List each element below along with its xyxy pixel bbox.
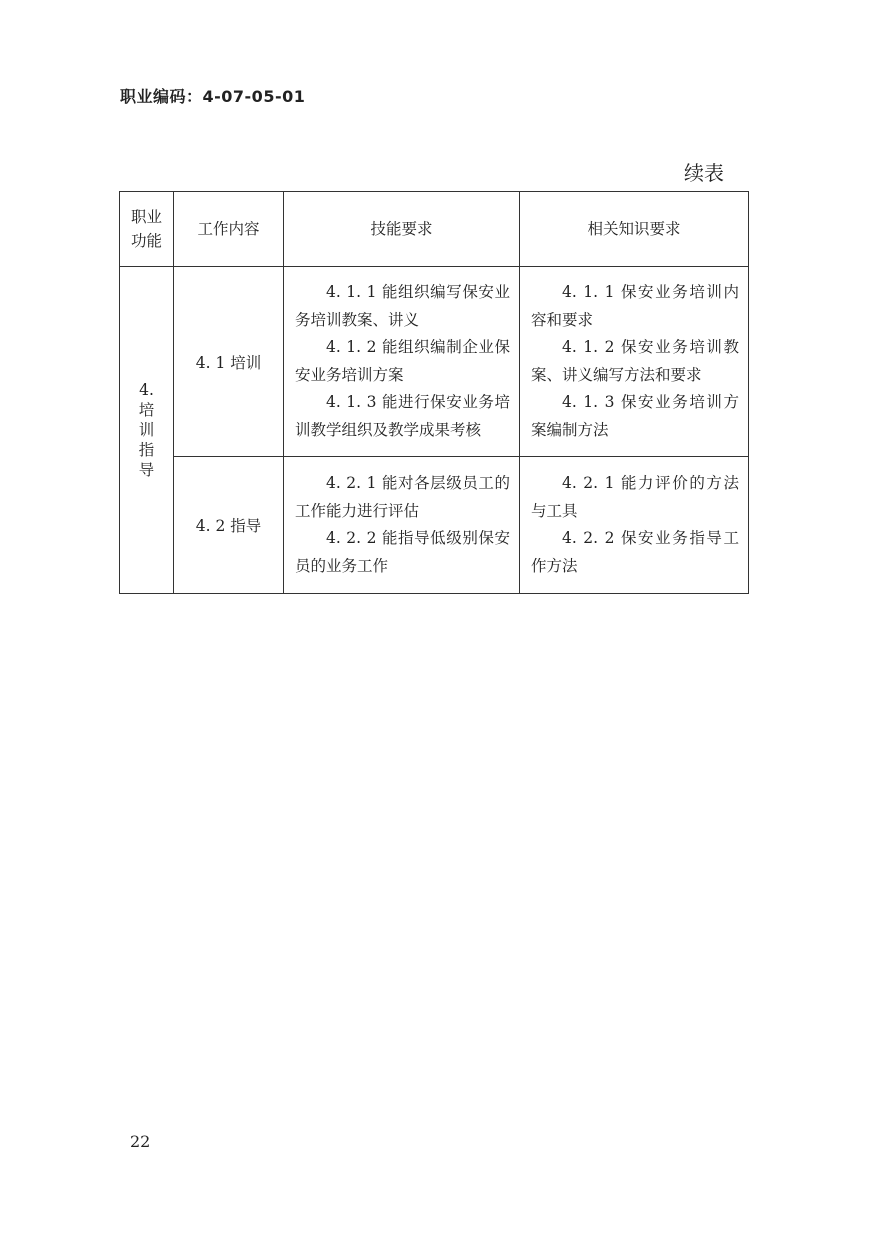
header-skills: 技能要求 [284,192,520,267]
knowledge-item: 4. 2. 2 保安业务指导工作方法 [531,529,739,575]
header-row [120,192,749,267]
skill-item: 4. 1. 1 能组织编写保安业务培训教案、讲义 [295,283,510,329]
occupation-code: 职业编码：4-07-05-01 [120,87,306,106]
knowledge-cell [520,267,749,457]
requirements-table [119,191,749,594]
knowledge-cell [520,457,749,594]
function-char: 训 [138,421,155,439]
header-work-content: 工作内容 [174,192,284,267]
continued-label: 续表 [684,161,724,185]
skills-cell [284,267,520,457]
knowledge-item: 4. 1. 2 保安业务培训教案、讲义编写方法和要求 [531,338,739,384]
table-row [120,457,749,594]
table-row [120,267,749,457]
skill-item: 4. 2. 2 能指导低级别保安员的业务工作 [295,529,510,575]
work-content-cell: 4. 2 指导 [174,457,284,594]
page-number: 22 [130,1132,151,1151]
header-knowledge: 相关知识要求 [520,192,749,267]
header-function: 职业 功能 [120,192,174,267]
skill-item: 4. 2. 1 能对各层级员工的工作能力进行评估 [295,474,510,520]
work-content-cell: 4. 1 培训 [174,267,284,457]
knowledge-item: 4. 1. 3 保安业务培训方案编制方法 [531,393,739,439]
skill-item: 4. 1. 2 能组织编制企业保安业务培训方案 [295,338,510,384]
function-char: 培 [138,401,155,419]
function-char: 导 [138,461,155,479]
function-number: 4. [139,381,154,399]
function-char: 指 [138,441,155,459]
skills-cell [284,457,520,594]
knowledge-item: 4. 2. 1 能力评价的方法与工具 [531,474,739,520]
skill-item: 4. 1. 3 能进行保安业务培训教学组织及教学成果考核 [295,393,510,439]
function-cell [120,267,174,594]
knowledge-item: 4. 1. 1 保安业务培训内容和要求 [531,283,739,329]
